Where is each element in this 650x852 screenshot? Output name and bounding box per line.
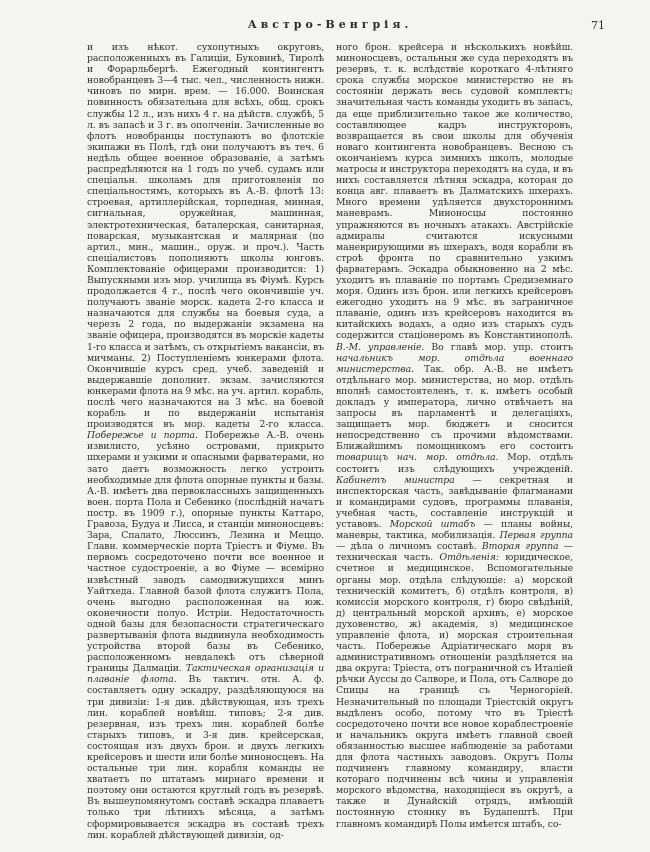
text-block [87, 42, 573, 842]
text-run: — дѣла о личномъ составѣ. [336, 541, 482, 553]
text-run: — планы войны, маневры, тактика, мобилизація. [336, 519, 573, 542]
text-run: — техническая часть. [336, 541, 573, 564]
italic-text-run: В.-М. управленіе. [336, 341, 425, 353]
text-run: Мор. отдѣлъ состоитъ изъ слѣдующихъ учрежденій. [336, 452, 573, 475]
italic-text-run: Тактическая организація и плаваніе флота. [87, 663, 324, 686]
column-right [336, 42, 573, 842]
text-run: Во главѣ мор. упр. стоитъ [424, 341, 573, 353]
text-run: Въ тактич. отн. А. ф. составляетъ одну эскадру, раздѣляющуюся на три дивизіи: 1-я див. дѣйствующая, изъ трехъ лин. кораблей новѣйш. типовъ; 2-я див. резервная, изъ трехъ лин. кораблей болѣе старыхъ типовъ, и 3-я див. крейсерская, состоящая изъ двухъ брон. и двухъ легкихъ крейсеровъ и шести или болѣе миноносцевъ. На остальные три лин. корабля команды не хватаетъ по штатамъ мирнаго времени и поэтому они остаются круглый годъ въ резервѣ. Въ вышеупомянутомъ составѣ эскадра плаваетъ только три лѣтнихъ мѣсяца, а затѣмъ сформировывается эскадра въ составѣ трехъ лин. кораблей дѣйствующей дивизіи, од- [87, 674, 324, 841]
page-header [87, 18, 605, 34]
italic-text-run: Первая группа [499, 530, 573, 542]
text-run: Так. обр. А.-В. не имѣетъ отдѣльнаго мор. министерства, но мор. отдѣлъ вполнѣ самостоятеленъ, т. к. имѣетъ особый докладъ у императора, лично отвѣчаетъ на запросы въ парламентѣ и делегаціяхъ, защищаетъ мор. бюджетъ и сносится непосредственно съ прочими вѣдомствами. Ближайшимъ помощникомъ его состоитъ [336, 363, 573, 453]
italic-text-run: Кабинетъ министра [336, 474, 455, 486]
italic-text-run: начальникъ мор. отдѣла военнаго министерства. [336, 352, 573, 375]
text-run: и изъ нѣкот. сухопутныхъ округовъ, расположенныхъ въ Галиціи, Буковинѣ, Тиролѣ и Форарльбергѣ. Ежегодный контингентъ новобранцевъ 3—4 тыс. чел., численность нижн. чиновъ по мирн. врем. — 16.000. Воинская повинность обязательна для всѣхъ, общ. срокъ службы 12 л., изъ нихъ 4 г. на дѣйств. службѣ, 5 л. въ запасѣ и 3 г. въ ополченіи. Зачисленные во флотъ новобранцы поступаютъ во флотскіе экипажи въ Полѣ, гдѣ они получаютъ въ теч. 6 недѣль общее военное образованіе, а затѣмъ распредѣляются на 1 годъ по учеб. судамъ или спеціальн. школамъ для приготовленія по спеціальностямъ, которыхъ въ А.-В. флотѣ 13: строевая, артиллерійская, торпедная, минная, сигнальная, оружейная, машинная, электротехническая, баталерская, санитарная, поварская, музыкантская и малярная (по артил., мин., машин., оруж. и проч.). Часть спеціалистовъ пополняютъ школы юнговъ. Комплектованіе офицерами производится: 1) Выпускными изъ мор. училища въ Фіумѣ. Курсъ продолжается 4 г., послѣ чего окончившіе уч. получаютъ званіе морск. кадета 2-го класса и назначаются для службы на боевыя суда, а черезъ 2 года, по выдержаніи экзамена на званіе офицера, производятся въ морскіе кадеты 1-го класса и затѣмъ, съ открытіемъ вакансіи, въ мичманы. 2) Поступленіемъ юнкерами флота. Окончившіе курсъ сред. учеб. заведеній и выдержавшіе дополнит. экзам. зачисляются юнкерами флота на 9 мѣс. на уч. артил. корабль, послѣ чего назначаются на 3 мѣс. на боевой корабль и по выдержаніи испытанія производятся въ мор. кадеты 2-го класса. [87, 42, 324, 431]
italic-text-run: Отдѣленія: [439, 552, 499, 564]
italic-text-run: Морской штабъ [389, 519, 476, 531]
italic-text-run: Вторая группа [481, 541, 559, 553]
italic-text-run: товарищъ нач. мор. отдѣла. [336, 452, 499, 464]
text-run: — секретная и инспекторская часть, завѣдываніе флагманами и командирами судовъ, программы плаванія, учебная часть, составленіе инструкцій и уставовъ. [336, 474, 573, 531]
text-run: Побережье А.-В. очень извилисто, усѣяно островами, прикрыто шхерами и узкими и опасными фарватерами, но зато даетъ возможность легко устроить необходимые для флота опорные пункты и базы. А.-В. имѣетъ два первоклассныхъ защищенныхъ воен. порта Пола и Себенико (послѣдній начатъ постр. въ 1909 г.), опорные пункты Каттаро, Гравоза, Будуа и Лисса, и станціи миноносцевъ: Зара, Спалато, Люссинъ, Лезина и Меццо. Главн. коммерческіе порта Тріестъ и Фіуме. Въ первомъ сосредоточено почти все военное и частное судостроеніе, а во Фіуме — всемірно извѣстный заводъ самодвижущихся минъ Уайтхеда. Главной базой флота служитъ Пола, очень выгодно расположенная на юж. оконечности полуо. Истріи. Недостаточность одной базы для безопасности стратегическаго развертыванія флота выдвинула необходимость устройства второй базы въ Себенико, расположенномъ невдалекѣ отъ сѣверной границы Далмаціи. [87, 430, 324, 675]
running-title: Австро-Венгрія. [247, 18, 413, 31]
column-left [87, 42, 324, 842]
text-run: юридическое, счетное и медицинское. Вспомогательные органы мор. отдѣла слѣдующіе: а) морской техническій комитетъ, б) отдѣлъ контроля, в) комиссія морского контроля, г) бюро свѣдѣній, д) центральный морской архивъ, е) морское духовенство, ж) академія, з) медицинское управленіе флота, и) морская строительная часть. Побережье Адріатическаго моря въ административномъ отношеніи раздѣляется на два округа: Тріеста, отъ пограничной съ Италіей рѣчки Ауссы до Салворе, и Пола, отъ Салворе до Спицы на границѣ съ Черногоріей. Незначительный по площади Тріестскій округъ выдѣленъ особо, потому что въ Тріестѣ сосредоточено почти все новое кораблестроеніе и начальникъ округа имѣетъ главной своей обязанностью высшее наблюденіе за работами для флота частныхъ заводовъ. Округъ Полы подчиненъ главному командиру, власти котораго подчинены всѣ чины и управленія морского вѣдомства, находящіеся въ округѣ, а также и Дунайскій отрядъ, имѣющій постоянную стоянку въ Будапештѣ. При главномъ командирѣ Полы имѣется штабъ, со- [336, 552, 573, 830]
italic-text-run: Побережье и порта. [87, 430, 198, 442]
page-number: 71 [591, 19, 605, 32]
text-run: ного брон. крейсера и нѣсколькихъ новѣйш. миноносцевъ, остальныя же суда переходятъ въ резервъ, т. к. вслѣдствіе короткаго 4-лѣтняго срока службы морское министерство не въ состояніи держать весь судовой комплектъ; значительная часть команды уходитъ въ запасъ, да еще приблизительно такое же количество, составляющее кадръ инструкторовъ, возвращается въ свои школы для обученія новаго контингента новобранцевъ. Весною съ окончаніемъ курса зимнихъ школъ, молодые матросы и инструктора переходятъ на суда, и въ нихъ составляется лѣтняя эскадра, которая до конца авг. плаваетъ въ Далматскихъ шхерахъ. Много времени удѣляется двухстороннимъ маневрамъ. Миноносцы постоянно упражняются въ ночныхъ атакахъ. Австрійскіе адмиралы считаются искусными маневрирующими въ шхерахъ, водя корабли въ строѣ фронта по сравнительно узкимъ фарватерамъ. Эскадра обыкновенно на 2 мѣс. уходитъ въ плаваніе по портамъ Средиземнаго моря. Одинъ изъ брон. или легкихъ крейсеровъ ежегодно уходитъ на 9 мѣс. въ заграничное плаваніе, одинъ изъ крейсеровъ находится въ китайскихъ водахъ, а одно изъ старыхъ судъ содержится стаціонеромъ въ Константинополѣ. [336, 42, 573, 342]
